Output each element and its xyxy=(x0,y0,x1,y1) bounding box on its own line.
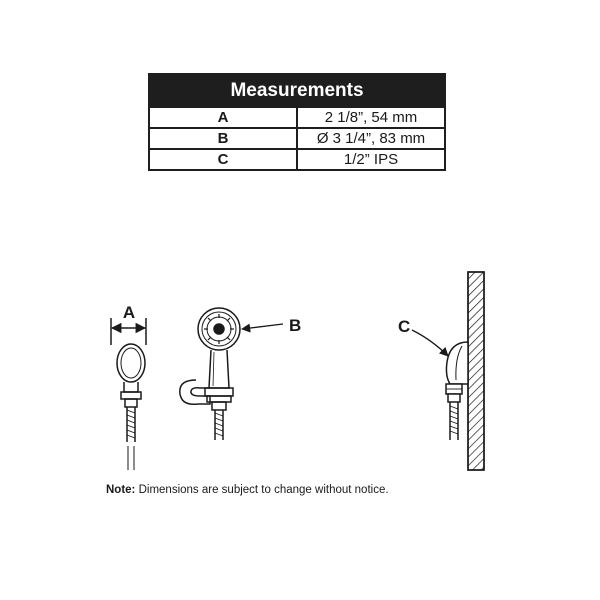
side-nut xyxy=(121,392,141,399)
side-ferrule xyxy=(125,399,137,407)
wall-mount-view xyxy=(412,272,484,470)
wall-elbow xyxy=(446,342,468,384)
side-head-inner xyxy=(121,348,141,378)
wall-hatched xyxy=(468,272,484,470)
front-hose-coils xyxy=(215,413,223,436)
leader-b-arrow xyxy=(242,324,283,329)
label-a: A xyxy=(122,303,136,322)
front-handle xyxy=(209,350,229,388)
row-value: 2 1/8”, 54 mm xyxy=(297,107,445,128)
front-ferrule xyxy=(212,402,226,410)
table-title: Measurements xyxy=(149,74,445,107)
note-text: Dimensions are subject to change without notice. xyxy=(135,484,389,496)
label-b: B xyxy=(289,316,302,335)
front-view-showerhead xyxy=(180,308,283,440)
row-value: Ø 3 1/4”, 83 mm xyxy=(297,128,445,149)
note-label: Note: xyxy=(106,484,136,496)
row-key: C xyxy=(149,149,297,170)
front-head-center xyxy=(214,324,224,334)
wall-hose-coils xyxy=(450,406,458,434)
side-hose-coils xyxy=(127,410,135,438)
label-c: C xyxy=(398,317,411,336)
row-key: B xyxy=(149,128,297,149)
front-collar xyxy=(205,388,233,396)
side-neck xyxy=(124,382,138,392)
leader-c-arrow xyxy=(412,330,448,356)
wall-ferrule xyxy=(448,394,460,402)
row-value: 1/2” IPS xyxy=(297,149,445,170)
side-view-showerhead xyxy=(111,318,146,470)
disclaimer-note xyxy=(106,484,389,496)
row-key: A xyxy=(149,107,297,128)
